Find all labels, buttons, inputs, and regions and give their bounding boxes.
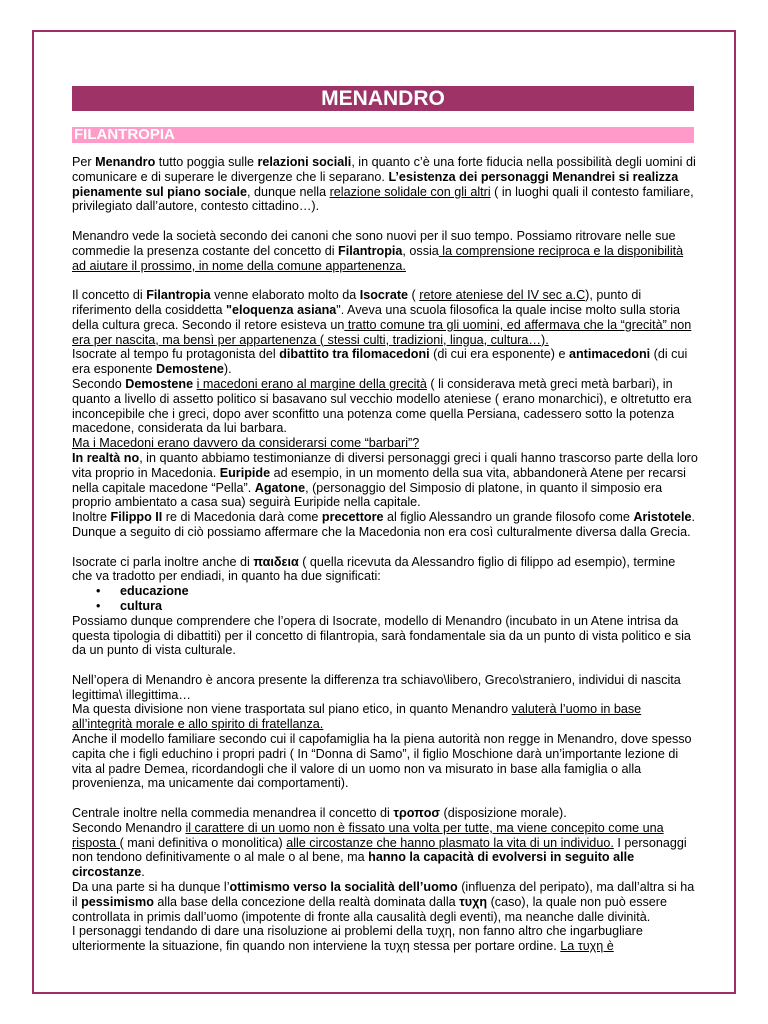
paragraph: Ma i Macedoni erano davvero da considerarsi come “barbari”? [72,436,420,451]
document-body [72,155,698,954]
list-item: • cultura [120,599,698,614]
section-heading: FILANTROPIA [72,127,694,143]
paragraph: Isocrate al tempo fu protagonista del dibattito tra filomacedoni (di cui era esponente) e antimacedoni (di cui era esponente Demostene). [72,347,688,377]
paragraph: Il concetto di Filantropia venne elaborato molto da Isocrate ( retore ateniese del IV sec a.C), punto di riferimento della cosiddetta "eloquenza asiana". Aveva una scuola filosofica la quale incise molto sulla storia della cultura greca. Secondo il retore esisteva un tratto comune tra gli uomini, ed affermava che la “grecità” non era per nascita, ma bensì per appartenenza ( stessi culti, tradizioni, lingua, cultura…). [72,288,692,347]
paragraph: Secondo Menandro il carattere di un uomo non è fissato una volta per tutte, ma viene concepito come una risposta ( mani definitiva o monolitica) alle circostanze che hanno plasmato la vita di un individuo. I personaggi non tendono definitivamente o al male o al bene, ma hanno la capacità di evolversi in seguito alle circostanze. [72,820,687,880]
bullet-list [72,584,698,614]
paragraph: Possiamo dunque comprendere che l’opera di Isocrate, modello di Menandro (incubato in un Atene intrisa da questa tipologia di dibattiti) per il concetto di filantropia, sarà fondamentale sia da un punto di vista politico e sia da un punto di vista culturale. [72,613,691,658]
paragraph: Nell’opera di Menandro è ancora presente la differenza tra schiavo\libero, Greco\straniero, individui di nascita legittima\ illegittima… [72,672,681,702]
paragraph: Menandro vede la società secondo dei canoni che sono nuovi per il suo tempo. Possiamo ritrovare nelle sue commedie la presenza costante del concetto di Filantropia, ossia la comprensione reciproca e la disponibilità ad aiutare il prossimo, in nome della comune appartenenza. [72,228,684,273]
paragraph: Per Menandro tutto poggia sulle relazioni sociali, in quanto c’è una forte fiducia nella possibilità degli uomini di comunicare e di superare le divergenze che li separano. L’esistenza dei personaggi Menandrei si realizza pienamente sul piano sociale, dunque nella relazione solidale con gli altri ( in luoghi quali il contesto familiare, privilegiato dall’autore, contesto cittadino…). [72,155,696,214]
list-item: • educazione [120,584,698,599]
paragraph: Isocrate ci parla inoltre anche di παιδεια ( quella ricevuta da Alessandro figlio di filippo ad esempio), termine che va tradotto per endiadi, in quanto ha due significati: [72,554,676,584]
paragraph: In realtà no, in quanto abbiamo testimonianze di diversi personaggi greci i quali hanno trascorso parte della loro vita proprio in Macedonia. Euripide ad esempio, in un momento della sua vita, abbandonerà Atene per recarsi nella capitale macedone “Pella”. Agatone, (personaggio del Simposio di platone, in quanto il simposio era proprio ambientato a casa sua) seguirà Euripide nella capitale. [72,450,698,510]
document-title: MENANDRO [72,86,694,111]
paragraph: Secondo Demostene i macedoni erano al margine della grecità ( li considerava metà greci metà barbari), in quanto a livello di assetto politico si basavano sul vecchio modello ateniese ( erano monarchici), e oltretutto era inconcepibile che i greci, dopo aver sconfitto una potenza come quella Persiana, cadessero sotto la potenza macedone, considerata da lui barbara. [72,376,692,436]
paragraph: I personaggi tendando di dare una risoluzione ai problemi della τυχη, non fanno altro che ingarbugliare ulteriormente la situazione, fin quando non interviene la τυχη stessa per portare ordine. La τυχη è [72,924,643,954]
paragraph: Da una parte si ha dunque l’ottimismo verso la socialità dell’uomo (influenza del peripato), ma dall’altra si ha il pessimismo alla base della concezione della realtà dominata dalla τυχη (caso), la quale non può essere controllata in primis dall’uomo (impotente di fronte alla causalità degli eventi), ma neanche dalle divinità. [72,880,695,924]
paragraph: Ma questa divisione non viene trasportata sul piano etico, in quanto Menandro valuterà l’uomo in base all’integrità morale e allo spirito di fratellanza. [72,702,642,732]
paragraph: Anche il modello familiare secondo cui il capofamiglia ha la piena autorità non regge in Menandro, dove spesso capita che i figli educhino i propri padri ( In “Donna di Samo”, il figlio Moschione darà un’importante lezione di vita al padre Demea, ricordandogli che il valore di un uomo non va misurato in base alla famiglia o alla provenienza, ma unicamente dai comportamenti). [72,732,692,791]
paragraph: Centrale inoltre nella commedia menandrea il concetto di τροπoσ (disposizione morale). [72,806,567,821]
paragraph: Inoltre Filippo II re di Macedonia darà come precettore al figlio Alessandro un grande filosofo come Aristotele. Dunque a seguito di ciò possiamo affermare che la Macedonia non era così culturalmente diversa dalla Grecia. [72,510,696,539]
